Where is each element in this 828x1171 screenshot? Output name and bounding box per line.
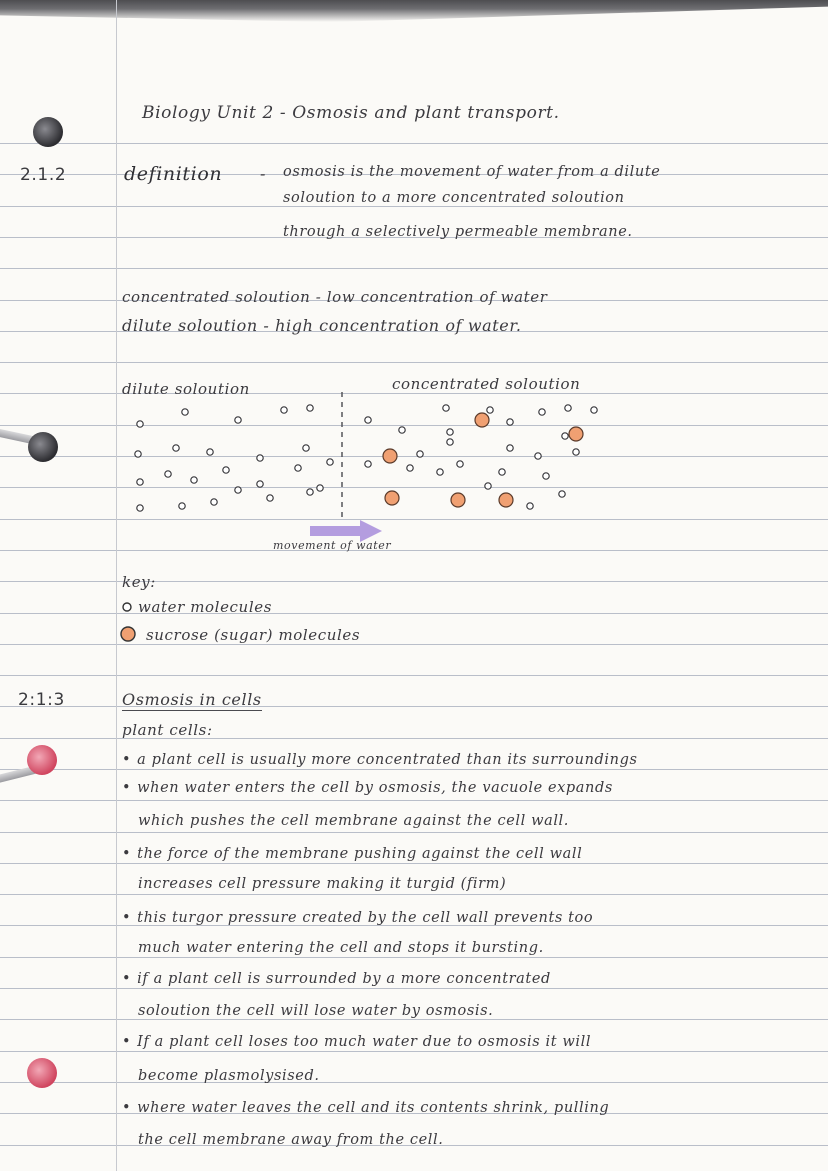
section-subtitle: plant cells: [122, 721, 213, 739]
section-number: 2.1.2 [20, 165, 67, 185]
note-line: • if a plant cell is surrounded by a more concentrated [122, 971, 551, 987]
dilute-label: dilute soloution [122, 380, 250, 398]
ruled-line [0, 957, 828, 958]
movement-label: movement of water [273, 539, 392, 552]
water-molecule [257, 455, 263, 461]
ruled-line [0, 143, 828, 144]
water-molecule [487, 407, 493, 413]
water-molecule [303, 445, 309, 451]
water-molecule [137, 421, 143, 427]
water-molecule [137, 505, 143, 511]
definition-label: definition [124, 163, 223, 185]
water-molecule [447, 439, 453, 445]
water-molecule [191, 477, 197, 483]
sucrose-molecule [499, 493, 513, 507]
water-molecule [165, 471, 171, 477]
ruled-line [0, 206, 828, 207]
ruled-line [0, 988, 828, 989]
water-molecule [211, 499, 217, 505]
note-line: • the force of the membrane pushing against the cell wall [122, 846, 582, 862]
water-molecule [507, 419, 513, 425]
water-molecule-icon [120, 600, 134, 614]
note-line: • If a plant cell loses too much water due to osmosis it will [122, 1034, 591, 1050]
water-molecule [539, 409, 545, 415]
note-line: much water entering the cell and stops it bursting. [138, 940, 544, 956]
water-molecule [267, 495, 273, 501]
water-molecule [573, 449, 579, 455]
water-molecule [307, 489, 313, 495]
water-molecule [365, 417, 371, 423]
ruled-line [0, 1082, 828, 1083]
molecule-dots [135, 405, 597, 511]
page-title: Biology Unit 2 - Osmosis and plant transport. [142, 103, 560, 123]
water-molecule [223, 467, 229, 473]
water-molecule [327, 459, 333, 465]
ruled-line [0, 675, 828, 676]
binder-ring-icon [27, 1058, 57, 1088]
note-line: • where water leaves the cell and its contents shrink, pulling [122, 1100, 609, 1116]
water-molecule [507, 445, 513, 451]
sucrose-molecule [451, 493, 465, 507]
concentrated-note: concentrated soloution - low concentration of water [122, 288, 548, 306]
water-molecule [295, 465, 301, 471]
water-molecule [527, 503, 533, 509]
water-molecule [407, 465, 413, 471]
note-line: the cell membrane away from the cell. [138, 1132, 444, 1148]
water-molecule [543, 473, 549, 479]
ruled-line [0, 268, 828, 269]
water-molecule [235, 417, 241, 423]
ruled-line [0, 769, 828, 770]
sucrose-molecule [385, 491, 399, 505]
note-line: soloution the cell will lose water by osmosis. [138, 1003, 494, 1019]
water-molecule [257, 481, 263, 487]
note-line: • a plant cell is usually more concentrated than its surroundings [122, 752, 638, 768]
key-sucrose: sucrose (sugar) molecules [146, 626, 361, 644]
definition-line: through a selectively permeable membrane. [283, 224, 633, 240]
water-molecule [182, 409, 188, 415]
section-number: 2:1:3 [18, 690, 65, 710]
water-molecule [535, 453, 541, 459]
binder-ring-icon [27, 745, 57, 775]
ruled-line [0, 863, 828, 864]
water-molecule [443, 405, 449, 411]
sucrose-molecule [383, 449, 397, 463]
water-molecule [562, 433, 568, 439]
definition-dash: - [260, 164, 267, 183]
water-molecule [565, 405, 571, 411]
note-line: • when water enters the cell by osmosis, the vacuole expands [122, 780, 613, 796]
water-molecule [135, 451, 141, 457]
water-molecule [559, 491, 565, 497]
sucrose-molecule-icon [119, 625, 137, 643]
binder-ring-icon [28, 432, 58, 462]
margin-line [116, 0, 117, 1171]
note-line: which pushes the cell membrane against the cell wall. [138, 813, 570, 829]
binder-shadow [0, 0, 828, 22]
water-molecule [207, 449, 213, 455]
section-title: Osmosis in cells [122, 690, 262, 709]
ruled-line [0, 644, 828, 645]
dilute-note: dilute soloution - high concentration of water. [122, 316, 522, 335]
water-molecule [591, 407, 597, 413]
definition-line: soloution to a more concentrated soloution [283, 190, 625, 206]
water-molecule [235, 487, 241, 493]
water-molecule [399, 427, 405, 433]
key-title: key: [122, 573, 156, 591]
water-molecule [417, 451, 423, 457]
water-molecule [499, 469, 505, 475]
ruled-line [0, 362, 828, 363]
ruled-line [0, 832, 828, 833]
water-molecule [179, 503, 185, 509]
water-molecule [365, 461, 371, 467]
sucrose-molecule [475, 413, 489, 427]
note-line: • this turgor pressure created by the cell wall prevents too [122, 910, 593, 926]
note-line: increases cell pressure making it turgid (firm) [138, 876, 507, 892]
water-molecule [485, 483, 491, 489]
ruled-line [0, 1051, 828, 1052]
water-molecule [307, 405, 313, 411]
water-molecule [317, 485, 323, 491]
sucrose-molecule [569, 427, 583, 441]
osmosis-diagram [110, 372, 630, 552]
key-water: water molecules [138, 598, 272, 616]
ruled-line [0, 1019, 828, 1020]
definition-line: osmosis is the movement of water from a dilute [283, 164, 661, 180]
binder-ring-icon [33, 117, 63, 147]
water-molecule [281, 407, 287, 413]
ruled-line [0, 800, 828, 801]
concentrated-label: concentrated soloution [392, 375, 581, 393]
water-molecule [173, 445, 179, 451]
water-molecule [437, 469, 443, 475]
ruled-line [0, 894, 828, 895]
water-molecule [447, 429, 453, 435]
note-line: become plasmolysised. [138, 1068, 320, 1084]
water-molecule [457, 461, 463, 467]
water-molecule [137, 479, 143, 485]
